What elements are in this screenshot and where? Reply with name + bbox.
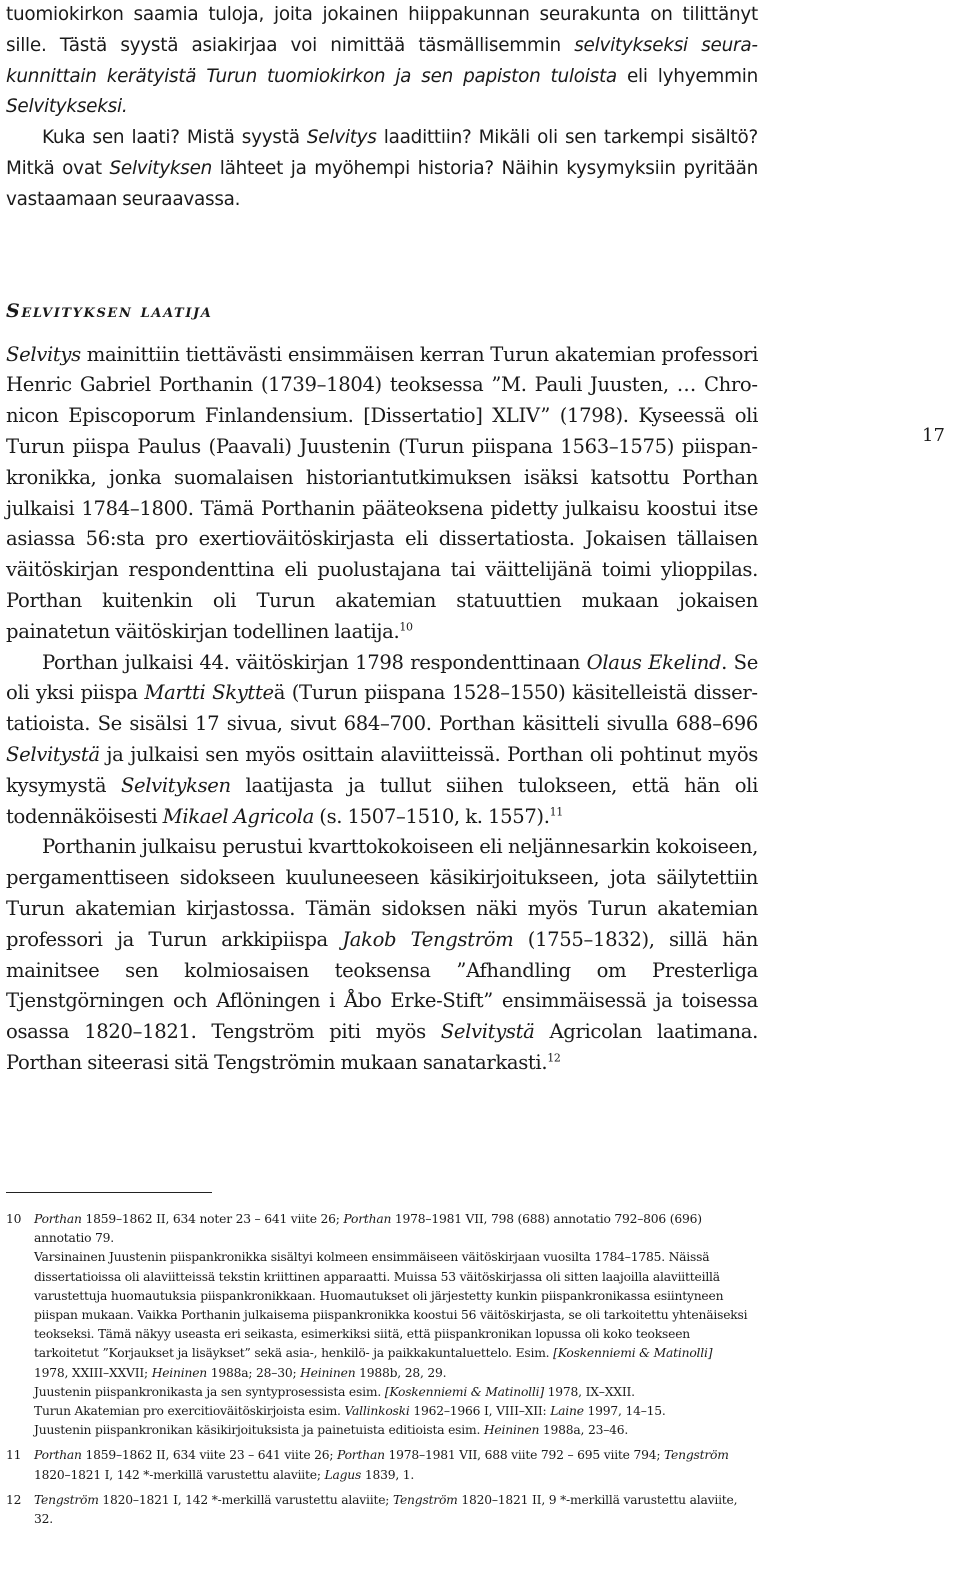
footnote-10	[6, 1210, 750, 1440]
footnote-12	[6, 1491, 750, 1529]
footnote-line: Porthan 1859–1862 II, 634 noter 23 – 641 viite 26; Porthan 1978–1981 VII, 798 (688) annotatio 792–806 (696) annotatio 79.	[34, 1212, 702, 1246]
footnote-line: Tengström 1820–1821 I, 142 *-merkillä varustettu alaviite; Tengström 1820–1821 II, 9 *-merkillä varustettu alaviite, 32.	[34, 1492, 738, 1527]
footnote-line: Varsinainen Juustenin piispankronikka sisältyi kolmeen ensimmäiseen väitöskirjaan vuosilta 1784–1785. Näissä dissertatioissa oli alaviitteissä tekstin kriittinen apparaatti. Muissa 53 väitöskirjassa oli sitten laajoilla alaviitteillä varustettuja huomautuksia piispankronikkaan. Huomautukset oli järjestetty kunkin piispankronikassa esiintyneen piispan mukaan. Vaikka Porthanin julkaisema piispankronikka koostui 56 väitöskirjasta, se oli tarkoitettu yhtenäiseksi teokseksi. Tämä näkyy useasta eri seikasta, esimerkiksi siitä, että piispankronikan lopussa oli koko teokseen tarkoitetut ”Korjaukset ja lisäykset” sekä asia-, henkilö- ja paikkakuntaluettelo. Esim. [Koskenniemi & Matinolli] 1978, XXIII–XXVII; Heininen 1988a; 28–30; Heininen 1988b, 28, 29.	[34, 1250, 748, 1380]
footnote-11	[6, 1446, 750, 1484]
footnote-line: Juustenin piispankronikan käsikirjoituksista ja painetuista editioista esim. Heininen 1988a, 23–46.	[34, 1423, 629, 1438]
intro-paragraph-2: Kuka sen laati? Mistä syystä Selvitys laadittiin? Mikäli oli sen tarkempi sisältö? Mitkä ovat Selvityksen lähteet ja myöhempi historia? Näihin kysymyksiin pyritään vastaamaan seuraavassa.	[6, 127, 758, 210]
section-paragraph-2: Porthan julkaisi 44. väitöskirjan 1798 respondenttinaan Olaus Ekelind. Se oli yksi piispa Martti Skytteä (Turun piispana 1528–1550) käsitelleistä dissertatioista. Se sisälsi 17 sivua, sivut 684–700. Porthan käsitteli sivulla 688–696 Selvitystä ja julkaisi sen myös osittain alaviitteissä. Porthan oli pohtinut myös kysymystä Selvityksen laatijasta ja tullut siihen tulokseen, että hän oli todennäköisesti Mikael Agricola (s. 1507–1510, k. 1557).$^{11}$	[6, 650, 759, 828]
footnote-number: 12	[6, 1492, 22, 1507]
section-paragraph-1: Selvitys mainittiin tiettävästi ensimmäisen kerran Turun akatemian professori Henric Gabriel Porthanin (1739–1804) teoksessa ”M. Pauli Juusten, … Chronicon Episcoporum Finlandensium. [Dissertatio] XLIV” (1798). Kyseessä oli Turun piispa Paulus (Paavali) Juustenin (Turun piispana 1563–1575) piispankronikka, jonka suomalaisen historiantutkimuksen isäksi katsottu Porthan julkaisi 1784–1800. Tämä Porthanin pääteoksena pidetty julkaisu koostui itse asiassa 56:sta pro exertioväitöskirjasta eli dissertatiosta. Jokaisen tällaisen väitöskirjan respondenttina eli puolustajana tai väittelijänä toimi ylioppilas. Porthan kuitenkin oli Turun akatemian statuuttien mukaan jokaisen painatetun väitöskirjan todellinen laatija.$^{10}$	[6, 342, 758, 643]
section-paragraph-3: Porthanin julkaisu perustui kvarttokokoiseen eli neljännesarkin kokoiseen, pergamenttiseen sidokseen kuuluneeseen käsikirjoitukseen, jota säilytettiin Turun akatemian kirjastossa. Tämän sidoksen näki myös Turun akatemian professori ja Turun arkkipiispa Jakob Tengström (1755–1832), sillä hän mainitsee sen kolmiosaisen teoksensa ”Afhandling om Presterliga Tjenstgörningen och Aflöningen i Åbo Erke-Stift” ensimmäisessä ja toisessa osassa 1820–1821. Tengström piti myös Selvitystä Agricolan laatimana. Porthan siteerasi sitä Tengströmin mukaan sanatarkasti.$^{12}$	[6, 835, 758, 1074]
footnote-rule	[6, 1192, 212, 1193]
footnotes	[6, 1210, 750, 1535]
footnote-line: Juustenin piispankronikasta ja sen syntyprosessista esim. [Koskenniemi & Matinolli] 1978, IX–XXII.	[34, 1384, 635, 1399]
footnote-line: Turun Akatemian pro exercitioväitöskirjoista esim. Vallinkoski 1962–1966 I, VIII–XII: Laine 1997, 14–15.	[34, 1404, 666, 1419]
footnote-number: 11	[6, 1448, 22, 1463]
intro-paragraph-1: tuomiokirkon saamia tuloja, joita jokainen hiippakunnan seurakunta on tilittänyt sille. Tästä syystä asiakirjaa voi nimittää täsmällisemmin selvitykseksi seurakunnittain kerätyistä Turun tuomiokirkon ja sen papiston tuloista eli lyhyemmin Selvitykseksi.	[6, 4, 759, 118]
footnote-line: Porthan 1859–1862 II, 634 viite 23 – 641 viite 26; Porthan 1978–1981 VII, 688 viite 792 – 695 viite 794; Tengström 1820–1821 I, 142 *-merkillä varustettu alaviite; Lagus 1839, 1.	[34, 1448, 729, 1482]
footnote-number: 10	[6, 1212, 22, 1226]
main-text	[6, 0, 758, 1079]
page-number: 17	[922, 425, 945, 446]
section-heading: Selvityksen laatija	[6, 299, 213, 322]
